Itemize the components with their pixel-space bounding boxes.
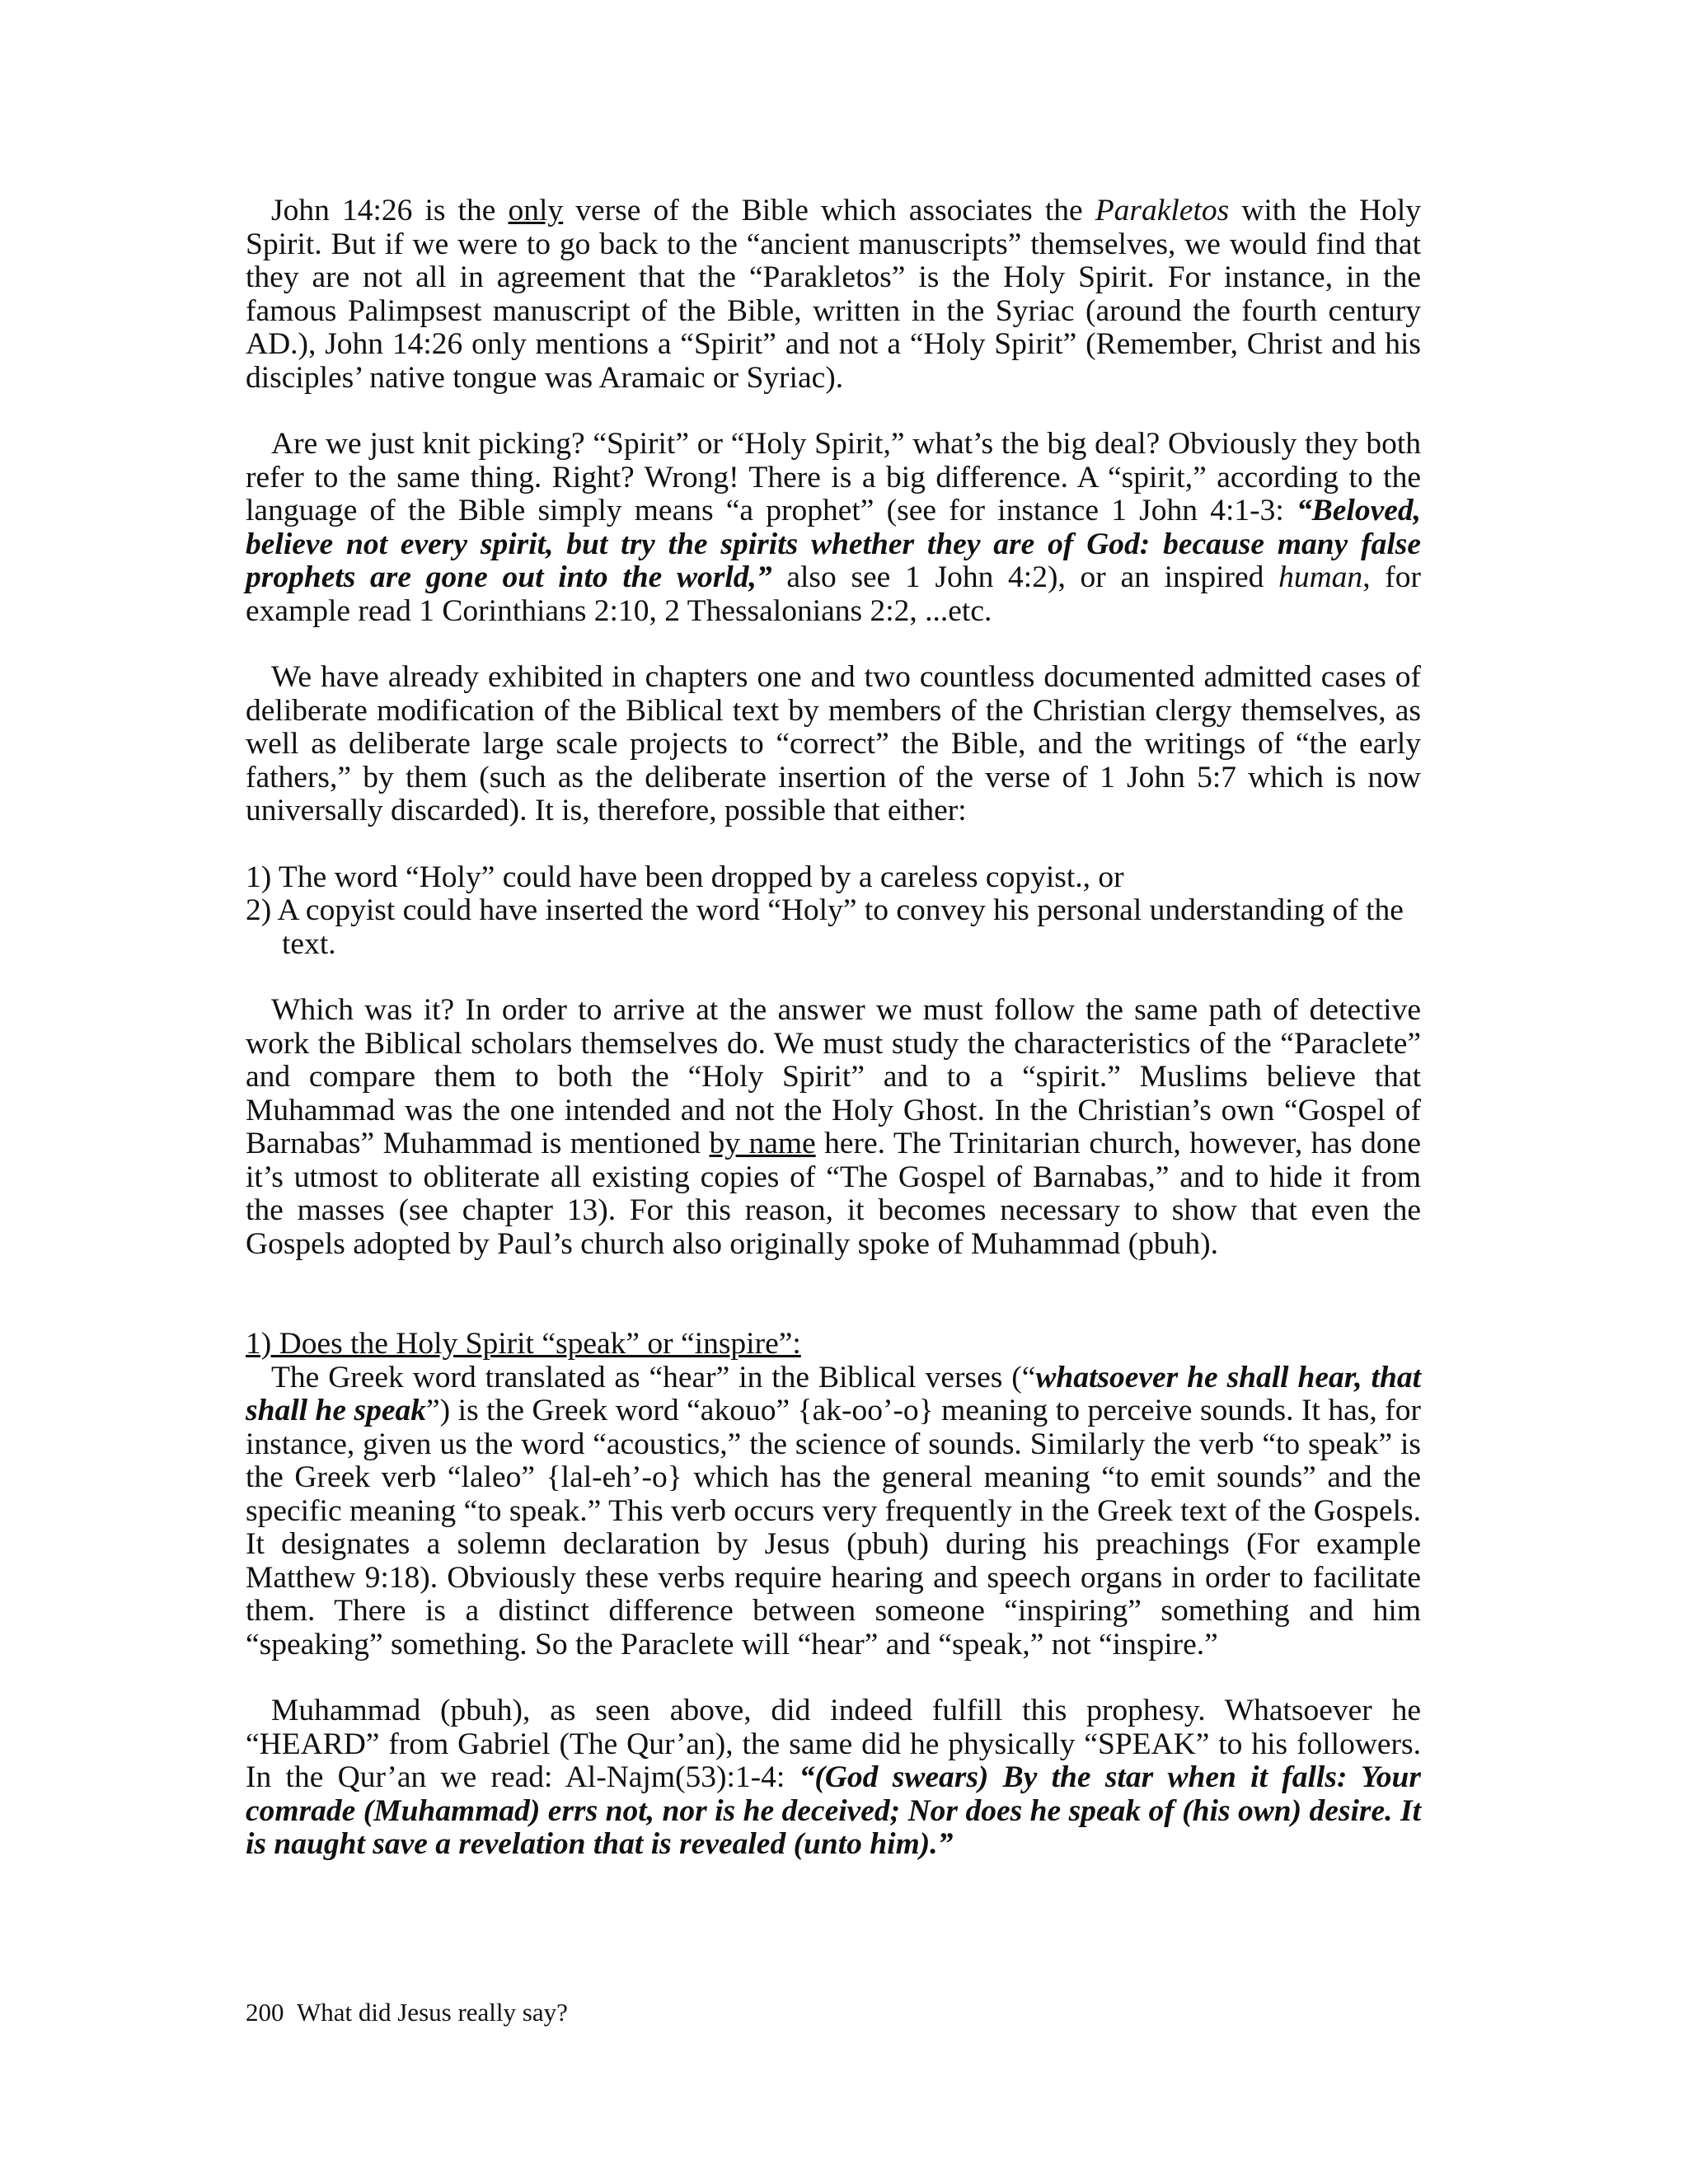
paragraph-muhammad-fulfill [246, 1694, 1421, 1862]
text: , for example read 1 Corinthians 2:10, 2 Thessalonians 2:2, ...etc. [246, 560, 1421, 628]
emphasis-underline: only [508, 194, 564, 227]
page-body [246, 194, 1421, 1862]
paragraph-greek-words [246, 1361, 1421, 1662]
emphasis-italic: human [1278, 560, 1363, 594]
list-item: 1) The word “Holy” could have been dropped by a careless copyist., or [246, 860, 1124, 894]
possibilities-list [246, 861, 1421, 962]
page-footer [246, 1998, 568, 2027]
text: John 14:26 is the [271, 194, 509, 227]
emphasis-italic: Parakletos [1095, 194, 1230, 227]
paragraph-parakletos [246, 194, 1421, 395]
text: here. The Trinitarian church, however, has done it’s utmost to obliterate all existing copies of “The Gospel of Barnabas,” and to hide it from the masses (see chapter 13). For this reason, it becomes necessary to show that even the Gospels adopted by Paul’s church also originally spoke of Muhammad (pbuh). [246, 1127, 1421, 1261]
list-item: 2) A copyist could have inserted the word “Holy” to convey his personal understanding of the text. [246, 893, 1404, 961]
text: ”) is the Greek word “akouo” {ak-oo’-o} meaning to perceive sounds. It has, for instance, given us the word “acoustics,” the science of sounds. Similarly the verb “to speak” is the Greek verb “laleo” {lal-eh’-o} which has the general meaning “to emit sounds” and the specific meaning “to speak.” This verb occurs very frequently in the Greek text of the Gospels. It designates a solemn declaration by Jesus (pbuh) during his preachings (For example Matthew 9:18). Obviously these verbs require hearing and speech organs in order to facilitate them. There is a distinct difference between someone “inspiring” something and him “speaking” something. So the Paraclete will “hear” and “speak,” not “inspire.” [246, 1394, 1421, 1661]
book-title: What did Jesus really say? [297, 1998, 568, 2027]
text: The Greek word translated as “hear” in the Biblical verses (“ [271, 1360, 1036, 1394]
paragraph-spirit-vs-holy-spirit [246, 428, 1421, 628]
page-number: 200 [246, 1998, 284, 2027]
emphasis-underline: by name [709, 1127, 816, 1160]
text: Are we just knit picking? “Spirit” or “Holy Spirit,” what’s the big deal? Obviously they both refer to the same thing. Right? Wrong! There is a big difference. A “spirit,” according to the language of the Bible simply means “a prophet” (see for instance 1 John 4:1-3: [246, 427, 1421, 527]
text: with the Holy Spirit. But if we were to go back to the “ancient manuscripts” themselves, we would find that they are not all in agreement that the “Parakletos” is the Holy Spirit. For instance, in the famous Palimpsest manuscript of the Bible, written in the Syriac (around the fourth century AD.), John 14:26 only mentions a “Spirit” and not a “Holy Spirit” (Remember, Christ and his disciples’ native tongue was Aramaic or Syriac). [246, 194, 1422, 395]
text: Muhammad (pbuh), as seen above, did indeed fulfill this prophesy. Whatsoever he “HEARD” from Gabriel (The Qur’an), the same did he physically “SPEAK” to his followers. In the Qur’an we read: Al-Najm(53):1-4: [246, 1694, 1421, 1794]
text: also see 1 John 4:2), or an inspired [771, 560, 1279, 594]
paragraph-which-was-it [246, 994, 1421, 1261]
quote-bold-italic: “Beloved, believe not every spirit, but try the spirits whether they are of God: because many false prophets are gone out into the world,” [246, 494, 1421, 594]
text: Which was it? In order to arrive at the answer we must follow the same path of detective work the Biblical scholars themselves do. We must study the characteristics of the “Paraclete” and compare them to both the “Holy Spirit” and to a “spirit.” Muslims believe that Muhammad was the one intended and not the Holy Ghost. In the Christian’s own “Gospel of Barnabas” Muhammad is mentioned [246, 993, 1421, 1160]
section-heading: 1) Does the Holy Spirit “speak” or “inspire”: [246, 1327, 801, 1361]
quote-bold-italic: whatsoever he shall hear, that shall he speak [246, 1360, 1421, 1427]
quote-bold-italic: “(God swears) By the star when it falls: Your comrade (Muhammad) errs not, nor is he deceived; Nor does he speak of (his own) desire. It is naught save a revelation that is revealed (unto him).” [246, 1760, 1421, 1861]
paragraph-modification: We have already exhibited in chapters one and two countless documented admitted cases of deliberate modification of the Biblical text by members of the Christian clergy themselves, as well as deliberate large scale projects to “correct” the Bible, and the writings of “the early fathers,” by them (such as the deliberate insertion of the verse of 1 John 5:7 which is now universally discarded). It is, therefore, possible that either: [246, 660, 1421, 827]
text: verse of the Bible which associates the [563, 194, 1095, 227]
